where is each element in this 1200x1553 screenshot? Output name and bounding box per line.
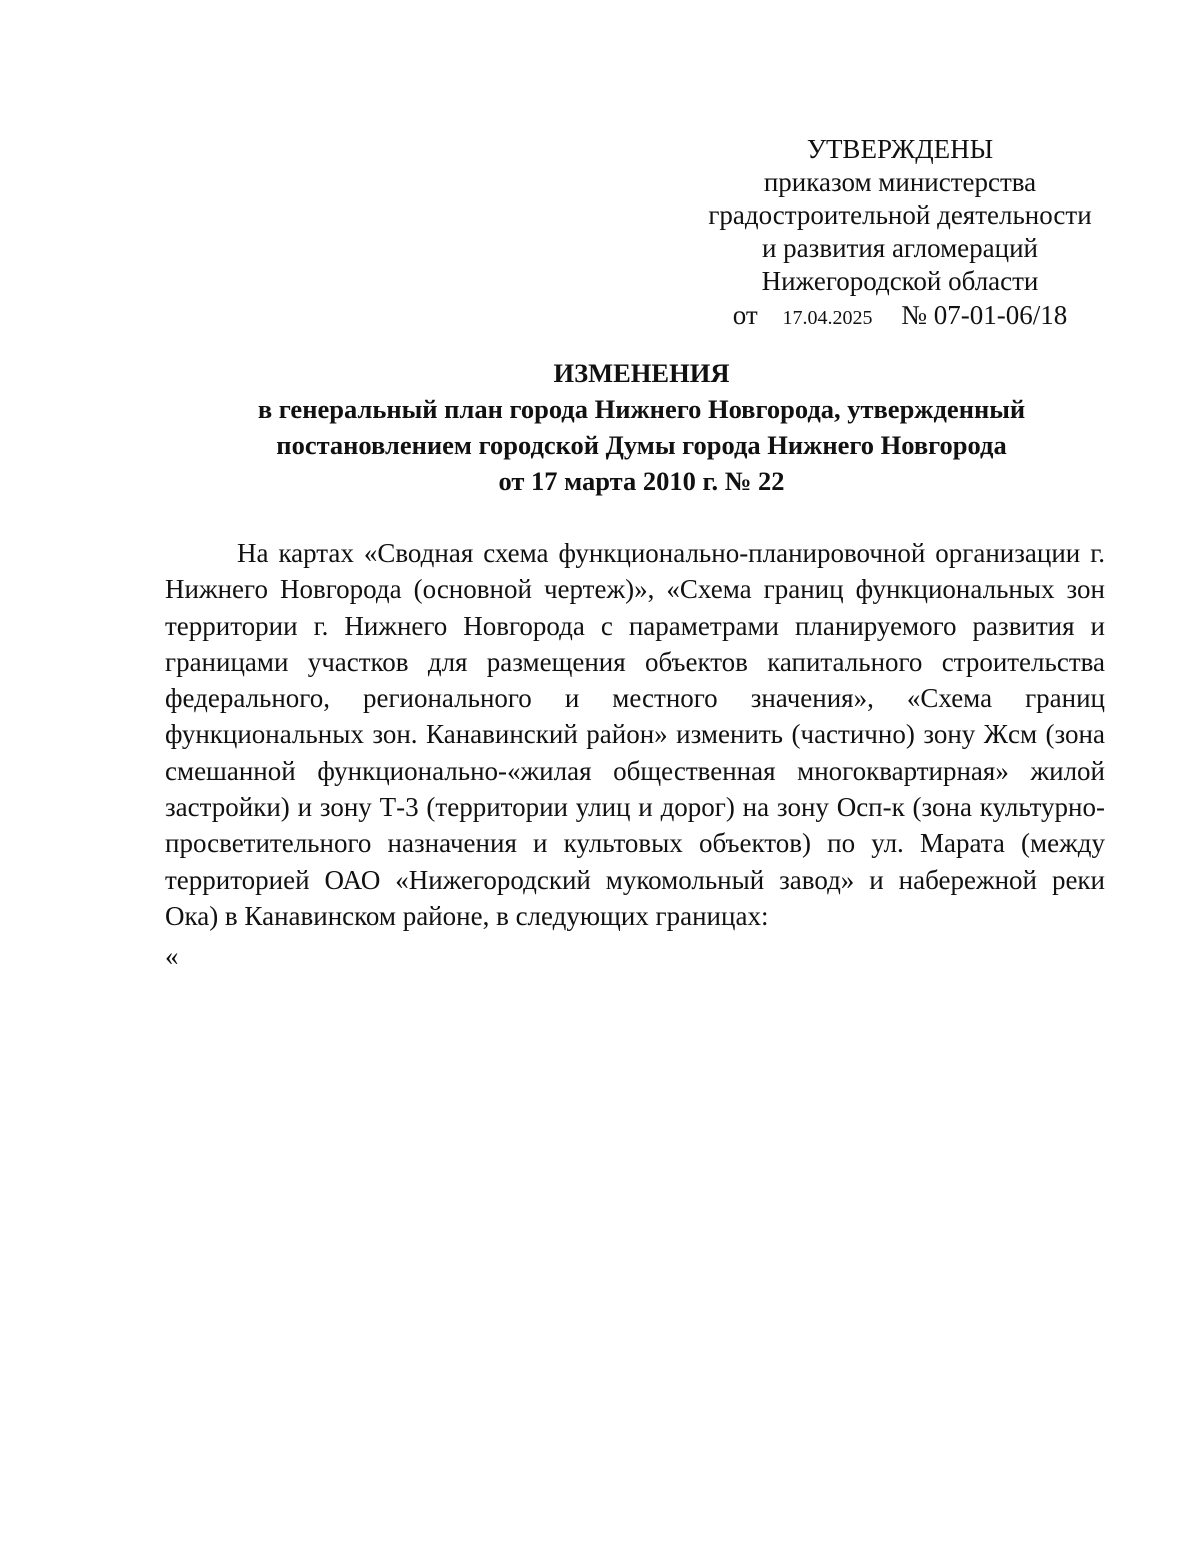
approval-line-4: Нижегородской области	[761, 266, 1039, 296]
approval-date-prefix: от	[732, 300, 758, 330]
approval-title: УТВЕРЖДЕНЫ	[806, 134, 994, 164]
heading-line-3: от 17 марта 2010 г. № 22	[498, 466, 785, 496]
approval-number: № 07-01-06/18	[901, 300, 1068, 330]
approval-block	[700, 133, 1100, 335]
approval-date: 17.04.2025	[782, 307, 873, 329]
open-quote: «	[165, 941, 179, 971]
body-paragraph: На картах «Сводная схема функционально-планировочной организации г. Нижнего Новгорода (основной чертеж)», «Схема границ функциональных зон территории г. Нижнего Новгорода с параметрами планируемого развития и границами участков для размещения объектов капитального строительства федерального, регионального и местного значения», «Схема границ функциональных зон. Канавинский район» изменить (частично) зону Жсм (зона смешанной функционально-«жилая общественная многоквартирная» жилой застройки) и зону Т-3 (территории улиц и дорог) на зону Осп-к (зона культурно-просветительного назначения и культовых объектов) по ул. Марата (между территорией ОАО «Нижегородский мукомольный завод» и набережной реки Ока) в Канавинском районе, в следующих границах:	[165, 538, 1105, 931]
approval-line-1: приказом министерства	[763, 167, 1037, 197]
heading-line-2: постановлением городской Думы города Нижнего Новгорода	[276, 430, 1007, 460]
document-heading	[150, 355, 1133, 499]
heading-line-1: в генеральный план города Нижнего Новгорода, утвержденный	[257, 394, 1026, 424]
approval-line-3: и развития агломераций	[761, 233, 1038, 263]
approval-date-line	[700, 299, 1100, 335]
heading-title: ИЗМЕНЕНИЯ	[553, 358, 730, 388]
approval-line-2: градостроительной деятельности	[708, 200, 1092, 230]
